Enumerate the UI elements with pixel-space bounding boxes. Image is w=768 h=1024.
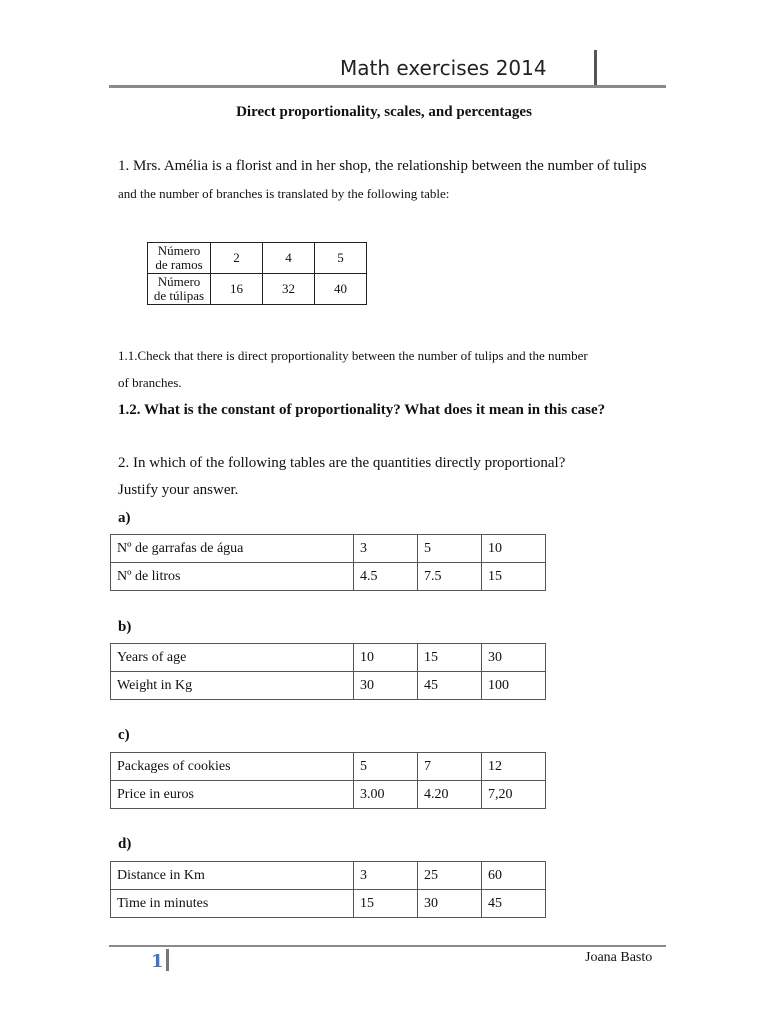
table-cell: 100 xyxy=(482,672,546,700)
table-row xyxy=(111,890,546,918)
table-row xyxy=(111,535,546,563)
table-cell-label: Nº de garrafas de água xyxy=(111,535,354,563)
page-number-divider xyxy=(166,949,169,971)
table-row xyxy=(111,753,546,781)
header-rule xyxy=(109,85,666,88)
tulip-table xyxy=(147,242,367,305)
table-cell: 45 xyxy=(418,672,482,700)
option-letter: d) xyxy=(118,836,132,852)
table-cell: 15 xyxy=(418,644,482,672)
table-cell: 45 xyxy=(482,890,546,918)
option-table-d xyxy=(110,861,546,918)
table-cell-label: Price in euros xyxy=(111,781,354,809)
page-number: 1 xyxy=(151,951,164,972)
table-row xyxy=(148,243,367,274)
row-label-line: de túlipas xyxy=(153,288,205,303)
table-cell: 15 xyxy=(482,563,546,591)
table-cell: 30 xyxy=(482,644,546,672)
table-cell: 2 xyxy=(211,243,263,274)
table-cell: 30 xyxy=(354,672,418,700)
table-cell: 30 xyxy=(418,890,482,918)
table-cell: 4.5 xyxy=(354,563,418,591)
table-cell: 25 xyxy=(418,862,482,890)
table-cell: 40 xyxy=(315,274,367,305)
table-cell: 3 xyxy=(354,535,418,563)
table-cell: 4 xyxy=(263,243,315,274)
table-cell-label: Years of age xyxy=(111,644,354,672)
table-row xyxy=(111,862,546,890)
header-tick-divider xyxy=(594,50,597,86)
table-row xyxy=(111,644,546,672)
document-title: Direct proportionality, scales, and percentages xyxy=(236,104,532,120)
table-row xyxy=(111,563,546,591)
footer-author: Joana Basto xyxy=(585,950,653,965)
q11-text-line2: of branches. xyxy=(118,375,182,390)
option-table-c xyxy=(110,752,546,809)
table-cell: 7 xyxy=(418,753,482,781)
table-cell: 5 xyxy=(354,753,418,781)
table-cell: 12 xyxy=(482,753,546,781)
option-letter: c) xyxy=(118,727,130,743)
option-table-a xyxy=(110,534,546,591)
q11-text-line1: 1.1.Check that there is direct proportionality between the number of tulips and the number xyxy=(118,348,588,363)
option-letter: b) xyxy=(118,619,132,635)
table-cell: 7.5 xyxy=(418,563,482,591)
table-cell: 3 xyxy=(354,862,418,890)
table-cell-label xyxy=(148,243,211,274)
q1-text-line1: 1. Mrs. Amélia is a florist and in her shop, the relationship between the number of tulips xyxy=(118,158,647,174)
table-row xyxy=(111,672,546,700)
q2-text-line1: 2. In which of the following tables are the quantities directly proportional? xyxy=(118,455,566,471)
table-cell-label: Time in minutes xyxy=(111,890,354,918)
table-cell: 5 xyxy=(315,243,367,274)
table-cell: 3.00 xyxy=(354,781,418,809)
table-cell: 10 xyxy=(354,644,418,672)
table-cell-label: Packages of cookies xyxy=(111,753,354,781)
footer-rule xyxy=(109,945,666,947)
table-cell-label: Weight in Kg xyxy=(111,672,354,700)
table-cell: 5 xyxy=(418,535,482,563)
option-letter: a) xyxy=(118,510,131,526)
q12-text: 1.2. What is the constant of proportionality? What does it mean in this case? xyxy=(118,402,606,418)
table-cell: 4.20 xyxy=(418,781,482,809)
table-cell: 16 xyxy=(211,274,263,305)
header-title: Math exercises 2014 xyxy=(340,56,547,80)
table-cell-label: Distance in Km xyxy=(111,862,354,890)
table-cell: 60 xyxy=(482,862,546,890)
table-cell: 15 xyxy=(354,890,418,918)
row-label-line: Número xyxy=(157,274,201,289)
table-cell: 32 xyxy=(263,274,315,305)
table-cell: 10 xyxy=(482,535,546,563)
row-label-line: Número xyxy=(157,243,201,258)
q1-text-line2: and the number of branches is translated by the following table: xyxy=(118,186,450,201)
option-table-b xyxy=(110,643,546,700)
q2-text-line2: Justify your answer. xyxy=(118,482,239,498)
table-cell-label xyxy=(148,274,211,305)
table-row xyxy=(111,781,546,809)
table-cell-label: Nº de litros xyxy=(111,563,354,591)
table-cell: 7,20 xyxy=(482,781,546,809)
table-row xyxy=(148,274,367,305)
row-label-line: de ramos xyxy=(155,257,203,272)
